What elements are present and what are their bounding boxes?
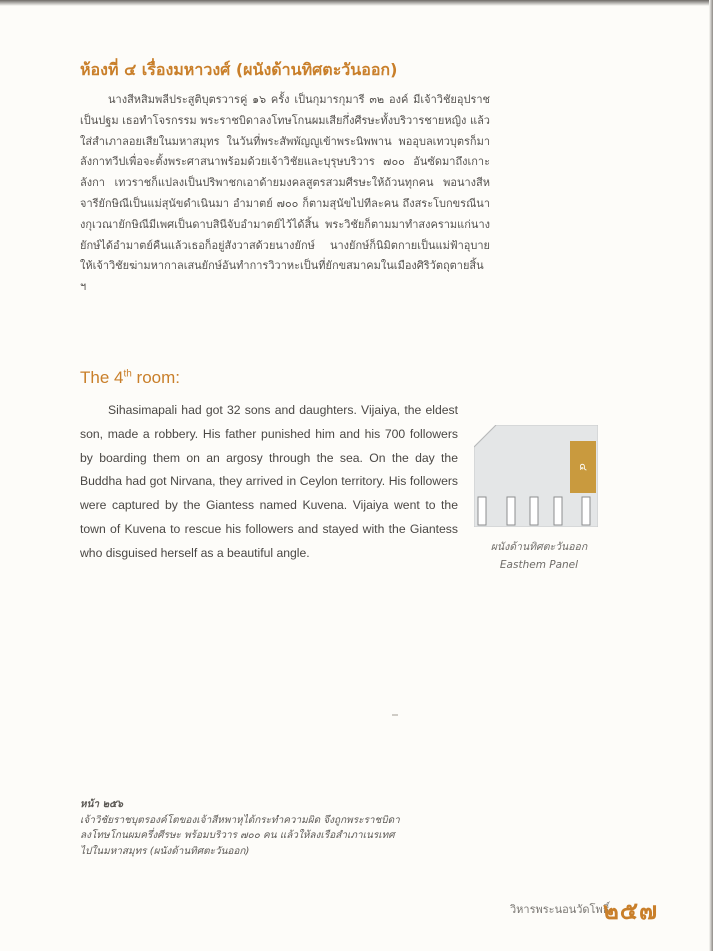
- english-title-superscript: th: [123, 368, 132, 380]
- footnote-title: หน้า ๒๕๖: [80, 799, 124, 810]
- english-title-prefix: The 4: [80, 368, 124, 387]
- pillar: [530, 497, 538, 525]
- pillar: [554, 497, 562, 525]
- page-number: ๒๕๗: [603, 897, 659, 925]
- english-title-suffix: room:: [131, 368, 181, 387]
- highlighted-room-label: ๔: [577, 463, 588, 471]
- diagram-caption-thai: ผนังด้านทิศตะวันออก: [490, 541, 588, 553]
- footnote-text: เจ้าวิชัยราชบุตรองค์โตของเจ้าสีหพาหุได้กระทำความผิด จึงถูกพระราชบิดาลงโทษโกนผมครึ่งศีรษะ พร้อมบริวาร ๗๐๐ คน แล้วให้ลงเรือสำเภาเนรเทศไปในมหาสมุทร (ผนังด้านทิศตะวันออก): [80, 814, 400, 857]
- diagram-caption-english: Easthem Panel: [499, 559, 579, 571]
- pillar: [478, 497, 486, 525]
- pillar: [507, 497, 515, 525]
- print-speck: [392, 714, 398, 716]
- thai-body-text: นางสีหสิมพลีประสูติบุตรวารคู่ ๑๖ ครั้ง เป็นกุมารกุมารี ๓๒ องค์ มีเจ้าวิชัยอุปราชเป็นปฐม เธอทำโจรกรรม พระราชบิดาลงโทษโกนผมเสียกึ่งศีรษะทั้งบริวารชายหญิง แล้วใส่สำเภาลอยเสียในมหาสมุทร ในวันที่พระสัพพัญญูเข้าพระนิพพาน พออุบลเทวบุตรก็มาลังกาทวีปเพื่อจะตั้งพระศาสนาพร้อมด้วยเจ้าวิชัยและบุรุษบริวาร ๗๐๐ อันซัดมาถึงเกาะลังกา เทวราชก็แปลงเป็นปริพาชกเอาด้ายมงคลสูตรสวมศีรษะให้ถ้วนทุกคน พอนางสีหจารียักษิณีเป็นแม่สุนัขดำเนินมา อำมาตย์ ๗๐๐ ก็ตามสุนัขไปทีละคน ถึงสระโบกขรณีนางกุเวณายักษิณีมีเพศเป็นดาบสินีจับอำมาตย์ไว้ได้สิ้น พระวิชัยก็ตามมาทำสงครามแก่นางยักษ์ได้อำมาตย์คืนแล้วเธอก็อยู่สังวาสด้วยนางยักษ์ นางยักษ์ก็นิมิตกายเป็นแม่ฟ้าอุบายให้เจ้าวิชัยฆ่ามหากาลเสนยักษ์อันทำการวิวาหะเป็นที่ยักขสมาคมในเมืองศิริวัตถุตายสิ้น ฯ: [80, 93, 490, 294]
- diagram-caption: [470, 538, 608, 574]
- english-section-title: [80, 368, 180, 388]
- page-edge-shadow: [0, 0, 713, 6]
- photo-footnote: [80, 797, 400, 859]
- thai-section-title: ห้องที่ ๔ เรื่องมหาวงศ์ (ผนังด้านทิศตะวันออก): [80, 60, 398, 79]
- pillar: [582, 497, 590, 525]
- running-footer: วิหารพระนอนวัดโพธิ์: [510, 903, 610, 916]
- wall-panel-diagram: [474, 425, 598, 527]
- page-edge-shadow: [709, 0, 713, 951]
- english-body-text: Sihasimapali had got 32 sons and daughters. Vijaiya, the eldest son, made a robbery. His father punished him and his 700 followers by boarding them on an argosy through the sea. On the day the Buddha had got Nirvana, they arrived in Ceylon territory. His followers were captured by the Giantess named Kuvena. Vijaiya went to the town of Kuvena to rescue his followers and stayed with the Giantess who disguised herself as a beautiful angle.: [80, 403, 458, 560]
